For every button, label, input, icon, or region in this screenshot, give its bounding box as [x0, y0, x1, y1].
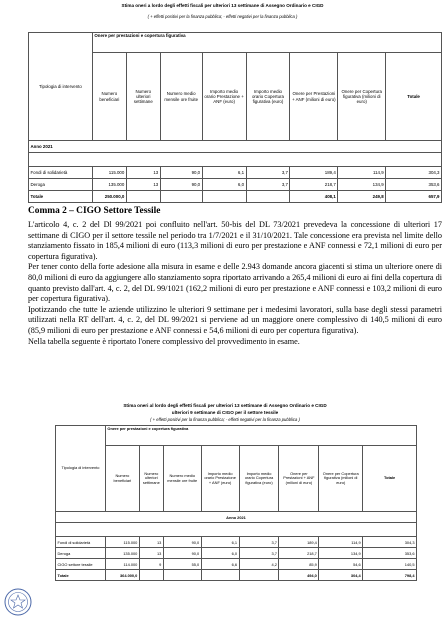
row-label: Deroga [29, 179, 93, 191]
cell: 6,0 [201, 548, 239, 559]
cell: 90,0 [163, 537, 201, 548]
cell: 114,9 [319, 537, 363, 548]
table2-col-header: Onere per Prestazioni + ANF (milioni di euro) [279, 446, 319, 512]
table2-col-header: Importo medio orario Prestazione + ANF (euro) [201, 446, 239, 512]
cell: 140,5 [363, 559, 417, 570]
cell [201, 570, 239, 581]
cell [163, 570, 201, 581]
cell: 189,4 [290, 167, 338, 179]
table1-note: ( + effetti positivi per la finanza pubblica; - effetti negativi per la finanza pubblica ) [147, 14, 298, 19]
table-total-row [29, 191, 442, 203]
table2-note: ( + effetti positivi per la finanza pubblica; - effetti negativi per la finanza pubblica ) [150, 417, 300, 422]
table2-year-row: Anno 2021 [56, 512, 417, 523]
cell: 3,7 [239, 537, 279, 548]
table1-spacer [29, 153, 442, 167]
table2-col-header: Onere per Copertura figurativa (milioni di euro) [319, 446, 363, 512]
cell [126, 191, 160, 203]
table1-col-header: Importo medio orario Copertura figurativa (euro) [246, 53, 290, 141]
row-label: CIGO settore tessile [56, 559, 106, 570]
cell: 90,0 [163, 548, 201, 559]
cell: 6,1 [201, 537, 239, 548]
cell: 4,2 [239, 559, 279, 570]
cell: 250.000,0 [92, 191, 126, 203]
cell: 90,0 [160, 167, 202, 179]
table-row [56, 537, 417, 548]
row-label: Fondi di solidarietà [29, 167, 93, 179]
table1-col-header: Importo medio orario Prestazione + ANF (euro) [202, 53, 246, 141]
section-heading: Comma 2 – CIGO Settore Tessile [28, 206, 161, 216]
cell [246, 191, 290, 203]
table-row [29, 167, 442, 179]
cell [202, 191, 246, 203]
cell: 9 [139, 559, 163, 570]
table2-col-header: Numero beneficiari [105, 446, 139, 512]
cell: 657,9 [386, 191, 442, 203]
table1-col-header: Numero ulteriori settimane [126, 53, 160, 141]
cell: 304,3 [363, 537, 417, 548]
cell: 353,6 [363, 548, 417, 559]
official-seal-icon [4, 588, 32, 616]
cell: 115.000 [105, 537, 139, 548]
table1-year-row: Anno 2021 [29, 141, 442, 153]
table2-caption-line2: ulteriori 9 settimane di CIGO per il settore tessile [171, 410, 279, 415]
cell: 364.000,0 [105, 570, 139, 581]
cell: 353,6 [386, 179, 442, 191]
table2-col-header: Totale [363, 446, 417, 512]
table2-col-header: Numero medio mensile ore fruite [163, 446, 201, 512]
cell: 304,3 [386, 167, 442, 179]
table1-col-header: Numero medio mensile ore fruite [160, 53, 202, 141]
cell: 114,9 [338, 167, 386, 179]
cell: 494,0 [279, 570, 319, 581]
section-body [28, 220, 442, 347]
table2-col-header: Numero ulteriori settimane [139, 446, 163, 512]
cell: 85,9 [279, 559, 319, 570]
paragraph: Nella tabella seguente è riportato l'onere complessivo del provvedimento in esame. [28, 336, 300, 346]
cell: 90,0 [160, 179, 202, 191]
cell: 13 [126, 179, 160, 191]
table1-col-header: Totale [386, 53, 442, 141]
cell [239, 570, 279, 581]
table2 [55, 425, 417, 581]
cell: 189,4 [279, 537, 319, 548]
table2-group-header: Onere per prestazioni e copertura figurativa [105, 426, 416, 446]
cell: 3,7 [246, 179, 290, 191]
table2-spacer [56, 523, 417, 537]
table-row [56, 548, 417, 559]
cell: 54,6 [319, 559, 363, 570]
row-label: Fondi di solidarietà [56, 537, 106, 548]
cell [160, 191, 202, 203]
cell: 134,9 [338, 179, 386, 191]
row-label: Totale [29, 191, 93, 203]
cell: 13 [139, 548, 163, 559]
cell: 115.000 [92, 167, 126, 179]
row-label: Deroga [56, 548, 106, 559]
table1-header-tipologia: Tipologia di intervento [29, 33, 93, 141]
table2-caption-line1: Stima oneri al lordo degli effetti fiscali per ulteriori 13 settimane di Assegno Ordinario e CIGD [123, 403, 327, 408]
cell: 218,7 [279, 548, 319, 559]
table2-col-header: Importo medio orario Copertura figurativa (euro) [239, 446, 279, 512]
table1 [28, 32, 442, 203]
table1-group-header: Onere per prestazioni e copertura figurativa [92, 33, 441, 53]
row-label: Totale [56, 570, 106, 581]
table-total-row [56, 570, 417, 581]
cell: 6,6 [201, 559, 239, 570]
cell: 134,9 [319, 548, 363, 559]
table1-col-header: Onere per Copertura figurativa (milioni di euro) [338, 53, 386, 141]
table1-caption: Stima oneri a lordo degli effetti fiscali per ulteriori 13 settimane di Assegno Ordinario e CIGD [121, 3, 324, 8]
cell: 249,8 [338, 191, 386, 203]
table-row [56, 559, 417, 570]
table1-col-header: Numero beneficiari [92, 53, 126, 141]
cell: 55,0 [163, 559, 201, 570]
paragraph: Ipotizzando che tutte le aziende utilizzino le ulteriori 9 settimane per i medesimi lavoratori, sulla base degli stessi parametri utilizzati nella RT dell'art. 4, c. 2, del DL 99/2021 si perviene ad un maggiore onere complessivo di 140,5 milioni di euro (85,9 milioni di euro per prestazione e ANF connessi e 54,6 milioni di euro per copertura figurativa). [28, 304, 442, 335]
cell: 135.000 [92, 179, 126, 191]
paragraph: L'articolo 4, c. 2 del Dl 99/2021 poi confluito nell'art. 50-bis del DL 73/2021 prevedeva la concessione di ulteriori 17 settimane di CIGO per il settore tessile nel periodo tra 1/7/2021 e il 31/10/2021. Tale concessione era prevista nel limite dello stanziamento fissato in 185,4 milioni di euro (113,3 milioni di euro per prestazione e ANF connessi e 72,1 milioni di euro per copertura figurativa). [28, 220, 442, 261]
paragraph: Per tener conto della forte adesione alla misura in esame e delle 2.943 domande ancora giacenti si stima un ulteriore onere di 80,0 milioni di euro da aggiungere allo stanziamento sopra riportato arrivando a 265,4 milioni di euro ai fini della copertura di quanto previsto dall'art. 4, c. 2, del DL 99/1021 (162,2 milioni di euro per prestazione e ANF connessi e 103,2 milioni di euro per copertura figurativa). [28, 262, 442, 304]
table-row [29, 179, 442, 191]
cell: 6,1 [202, 167, 246, 179]
cell: 135.000 [105, 548, 139, 559]
cell: 304,4 [319, 570, 363, 581]
table2-header-tipologia: Tipologia di intervento [56, 426, 106, 512]
cell: 3,7 [239, 548, 279, 559]
table1-col-header: Onere per Prestazioni + ANF (milioni di euro) [290, 53, 338, 141]
cell: 114.000 [105, 559, 139, 570]
cell: 408,1 [290, 191, 338, 203]
cell [139, 570, 163, 581]
cell: 798,4 [363, 570, 417, 581]
cell: 13 [139, 537, 163, 548]
cell: 3,7 [246, 167, 290, 179]
cell: 13 [126, 167, 160, 179]
cell: 6,0 [202, 179, 246, 191]
cell: 218,7 [290, 179, 338, 191]
